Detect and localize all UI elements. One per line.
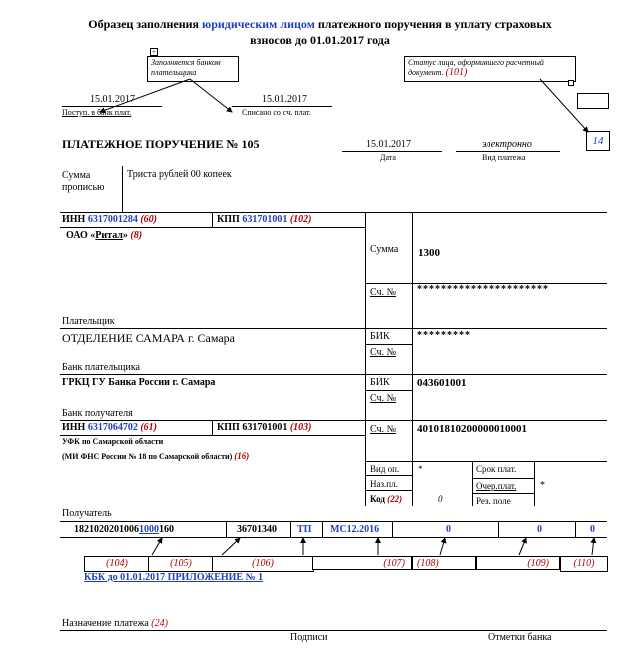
- payment-type-value: электронно: [482, 139, 532, 150]
- payee-inn-code: (61): [140, 422, 158, 433]
- title-part3: платежного поручения в уплату страховых: [314, 17, 552, 31]
- vid-op-label: Вид оп.: [370, 464, 400, 474]
- payer-inn-value: 6317001284: [87, 214, 138, 225]
- status-callout-code: (101): [445, 67, 468, 78]
- arrow-110: [592, 538, 594, 555]
- arrow-104: [152, 538, 162, 555]
- amount-words-label-1: Сумма: [62, 170, 91, 181]
- payee-bank-name: ГРКЦ ГУ Банка России г. Самара: [62, 377, 216, 388]
- oktmo-value: 36701340: [237, 524, 277, 535]
- payment-type-label: Вид платежа: [482, 153, 526, 162]
- ocher-value: *: [540, 480, 545, 491]
- arrow-status: [540, 79, 588, 132]
- payer-bik-label: БИК: [370, 331, 390, 342]
- payer-name-a: ОАО «: [66, 230, 96, 241]
- kbk-b: 1000: [139, 524, 159, 535]
- code-box-108: (108): [412, 556, 476, 570]
- received-date: 15.01.2017: [90, 94, 135, 105]
- vid-op-value: *: [418, 464, 423, 474]
- arrow-108: [440, 538, 445, 555]
- order-title: ПЛАТЕЖНОЕ ПОРУЧЕНИЕ № 105: [62, 137, 260, 151]
- amount-words-label-2: прописью: [62, 182, 105, 193]
- doc-date-value: 0: [537, 524, 542, 535]
- payee-inn-value: 6317064702: [87, 422, 138, 433]
- title-highlight: юридическим лицом: [202, 17, 315, 31]
- payer-acc-value: **********************: [417, 284, 549, 295]
- form-title-line2: взносов до 01.01.2017 года: [250, 33, 390, 47]
- bank-marks-label: Отметки банка: [488, 632, 552, 643]
- code-box-106: (106): [212, 556, 314, 572]
- arrow-bank-left: [100, 79, 190, 112]
- payee-bank-acc-label: Сч. №: [370, 393, 397, 404]
- plus-marker-icon: +: [150, 48, 158, 56]
- payer-acc-label: Сч. №: [370, 287, 397, 298]
- code-box-105: (105): [148, 556, 214, 572]
- purpose-label: [62, 618, 168, 629]
- payee-bik-value: 043601001: [417, 377, 467, 389]
- payer-inn-label: ИНН: [62, 214, 86, 225]
- payer-kpp-code: (102): [289, 214, 312, 225]
- code-box-107: (107): [312, 556, 412, 570]
- payee-name-2-code: (16): [234, 451, 250, 461]
- bank-fill-callout: Заполняется банком плательщика: [147, 56, 239, 82]
- srok-label: Срок плат.: [476, 464, 517, 474]
- received-date-label: Поступ. в банк плат.: [62, 108, 132, 117]
- title-part1: Образец заполнения: [88, 17, 203, 31]
- arrow-105: [222, 538, 240, 555]
- payee-bik-label: БИК: [370, 377, 390, 388]
- amount-words-value: Триста рублей 00 копеек: [127, 169, 232, 180]
- purpose-code: (24): [151, 618, 168, 629]
- purpose-label-text: Назначение платежа: [62, 618, 149, 629]
- payee-name-2-text: (МИ ФНС России № 18 по Самарской области): [62, 452, 233, 461]
- kbk-a: 1821020201006: [74, 524, 139, 535]
- payer-label: Плательщик: [62, 316, 115, 327]
- kod-value: 0: [438, 494, 443, 504]
- code-box-110: (110): [560, 556, 608, 572]
- payee-acc-label: Сч. №: [370, 424, 397, 435]
- code-box-109: (109): [476, 556, 560, 570]
- sum-value: 1300: [418, 247, 440, 259]
- payee-acc-value: 40101810200000010001: [417, 423, 527, 435]
- order-date: 15.01.2017: [366, 139, 411, 150]
- naz-pl-label: Наз.пл.: [370, 479, 398, 489]
- rez-label: Рез. поле: [476, 496, 511, 506]
- code-box-104: (104): [84, 556, 150, 572]
- kod-label: Код: [370, 494, 385, 504]
- payer-bik-value: *********: [417, 330, 471, 341]
- kbk-c: 160: [159, 524, 174, 535]
- ocher-label: Очер.плат.: [476, 481, 517, 491]
- payee-bank-label: Банк получателя: [62, 408, 133, 419]
- payee-kpp-value: 631701001: [242, 422, 288, 433]
- signatures-label: Подписи: [290, 632, 328, 643]
- appendix-link[interactable]: КБК до 01.01.2017 ПРИЛОЖЕНИЕ № 1: [84, 572, 264, 583]
- payer-name-b: Ритал: [95, 230, 123, 241]
- arrow-109: [519, 538, 526, 555]
- payer-kpp-label: КПП: [217, 214, 240, 225]
- status-value-box: 14: [586, 131, 610, 151]
- debited-date-label: Списано со сч. плат.: [242, 108, 311, 117]
- type-value: 0: [590, 524, 595, 535]
- purpose-line: [60, 630, 607, 631]
- payee-name-1: УФК по Самарской области: [62, 437, 164, 446]
- doc-num-value: 0: [446, 524, 451, 535]
- payer-inn-code: (60): [140, 214, 158, 225]
- payer-bank-label: Банк плательщика: [62, 362, 140, 373]
- arrow-bank-right: [190, 79, 232, 112]
- status-callout-label: Статус лица, оформившего расчетный документ.: [408, 58, 544, 77]
- payer-name-code: (8): [130, 230, 143, 241]
- payer-kpp-value: 631701001: [242, 214, 288, 225]
- basis-value: ТП: [297, 524, 312, 535]
- sum-label: Сумма: [370, 244, 399, 255]
- payee-kpp-code: (103): [289, 422, 312, 433]
- payer-bank-acc-label: Сч. №: [370, 347, 397, 358]
- payer-bank-name: ОТДЕЛЕНИЕ САМАРА г. Самара: [62, 331, 236, 345]
- order-date-label: Дата: [380, 153, 396, 162]
- debited-date: 15.01.2017: [262, 94, 307, 105]
- payer-name-c: »: [122, 230, 131, 241]
- period-value: МС12.2016: [330, 524, 380, 535]
- payee-label: Получатель: [62, 508, 112, 519]
- kod-code: (22): [387, 494, 403, 504]
- payee-kpp-label: КПП: [217, 422, 240, 433]
- payee-inn-label: ИНН: [62, 422, 86, 433]
